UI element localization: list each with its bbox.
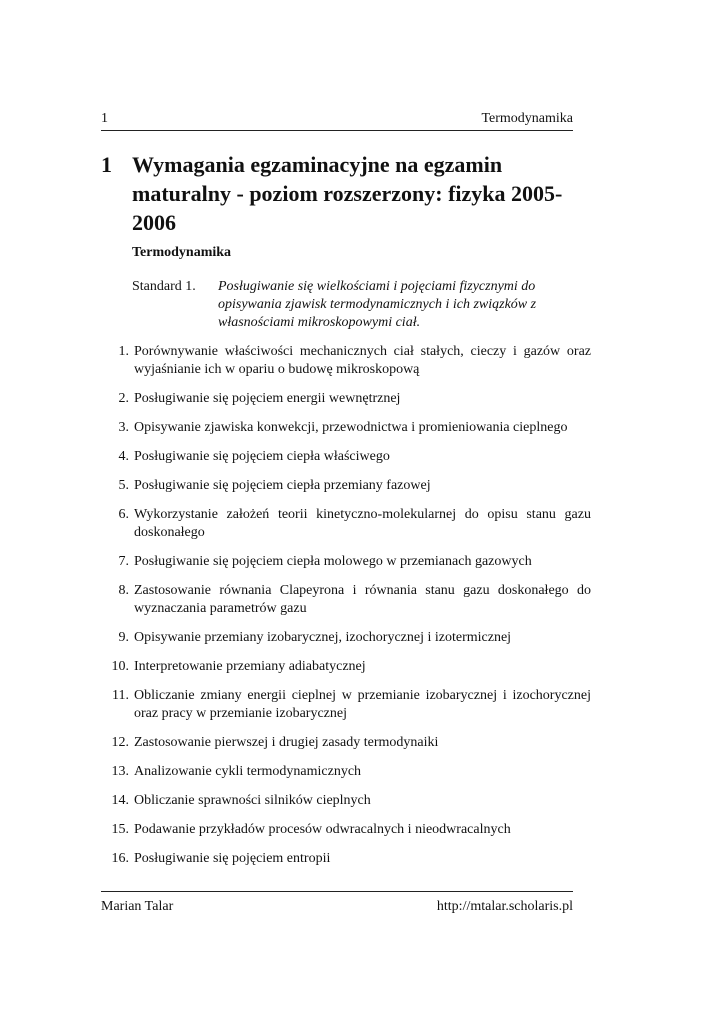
item-number: 15.: [111, 822, 129, 837]
header-running-title: Termodynamika: [481, 111, 573, 126]
item-number: 6.: [118, 507, 129, 522]
item-text: Posługiwanie się pojęciem ciepła przemiany fazowej: [134, 478, 431, 493]
item-number: 8.: [118, 583, 129, 598]
subsection-title: Termodynamika: [132, 245, 232, 260]
item-text: Posługiwanie się pojęciem ciepła molowego w przemianach gazowych: [134, 554, 532, 569]
item-text: Zastosowanie równania Clapeyrona i równania stanu gazu doskonałego do wyznaczania parametrów gazu: [134, 583, 591, 616]
list-item: [101, 821, 591, 839]
item-text: Wykorzystanie założeń teorii kinetyczno-molekularnej do opisu stanu gazu doskonałego: [134, 507, 591, 540]
list-item: [101, 687, 591, 723]
item-number: 3.: [118, 420, 129, 435]
footer-url-link[interactable]: http://mtalar.scholaris.pl: [436, 899, 573, 914]
list-item: [101, 582, 591, 618]
item-text: Porównywanie właściwości mechanicznych ciał stałych, cieczy i gazów oraz wyjaśnianie ich w opariu o budowę mikroskopową: [134, 344, 591, 377]
item-number: 12.: [111, 735, 129, 750]
standard-description: Posługiwanie się wielkościami i pojęciami fizycznymi do opisywania zjawisk termodynamicznych i ich związków z własnościami mikroskopowymi ciał.: [218, 279, 537, 330]
item-text: Opisywanie zjawiska konwekcji, przewodnictwa i promieniowania cieplnego: [134, 420, 568, 435]
item-number: 11.: [112, 688, 129, 703]
list-item: [101, 506, 591, 542]
list-item: [101, 850, 591, 868]
list-item: [101, 553, 591, 571]
list-item: [101, 448, 591, 466]
list-item: [101, 390, 591, 408]
item-text: Posługiwanie się pojęciem ciepła właściwego: [134, 449, 390, 464]
item-number: 9.: [118, 630, 129, 645]
section-number: 1: [101, 152, 112, 177]
item-text: Posługiwanie się pojęciem energii wewnętrznej: [134, 391, 401, 406]
item-number: 2.: [118, 391, 129, 406]
requirements-list: [101, 343, 591, 879]
item-number: 16.: [111, 851, 129, 866]
item-number: 14.: [111, 793, 129, 808]
item-text: Podawanie przykładów procesów odwracalnych i nieodwracalnych: [134, 822, 511, 837]
item-number: 10.: [111, 659, 129, 674]
header-page-number: 1: [101, 111, 108, 126]
list-item: [101, 629, 591, 647]
list-item: [101, 419, 591, 437]
list-item: [101, 763, 591, 781]
item-text: Obliczanie zmiany energii cieplnej w przemianie izobarycznej i izochorycznej oraz pracy w przemianie izobarycznej: [134, 688, 591, 721]
footer-divider: [101, 891, 573, 892]
item-text: Analizowanie cykli termodynamicznych: [134, 764, 362, 779]
item-number: 7.: [118, 554, 129, 569]
item-number: 5.: [118, 478, 129, 493]
running-header: [101, 110, 573, 131]
item-text: Obliczanie sprawności silników cieplnych: [134, 793, 371, 808]
list-item: [101, 343, 591, 379]
list-item: [101, 658, 591, 676]
item-number: 13.: [111, 764, 129, 779]
item-text: Zastosowanie pierwszej i drugiej zasady termodynaiki: [134, 735, 439, 750]
list-item: [101, 477, 591, 495]
list-item: [101, 792, 591, 810]
section-title: Wymagania egzaminacyjne na egzamin maturalny - poziom rozszerzony: fizyka 2005-2006: [132, 152, 563, 235]
list-item: [101, 734, 591, 752]
item-number: 1.: [118, 344, 129, 359]
item-text: Posługiwanie się pojęciem entropii: [134, 851, 331, 866]
footer-author: Marian Talar: [101, 899, 174, 914]
document-page: [101, 0, 591, 1024]
item-text: Opisywanie przemiany izobarycznej, izochorycznej i izotermicznej: [134, 630, 512, 645]
item-text: Interpretowanie przemiany adiabatycznej: [134, 659, 366, 674]
standard-label: Standard 1.: [132, 279, 196, 294]
item-number: 4.: [118, 449, 129, 464]
